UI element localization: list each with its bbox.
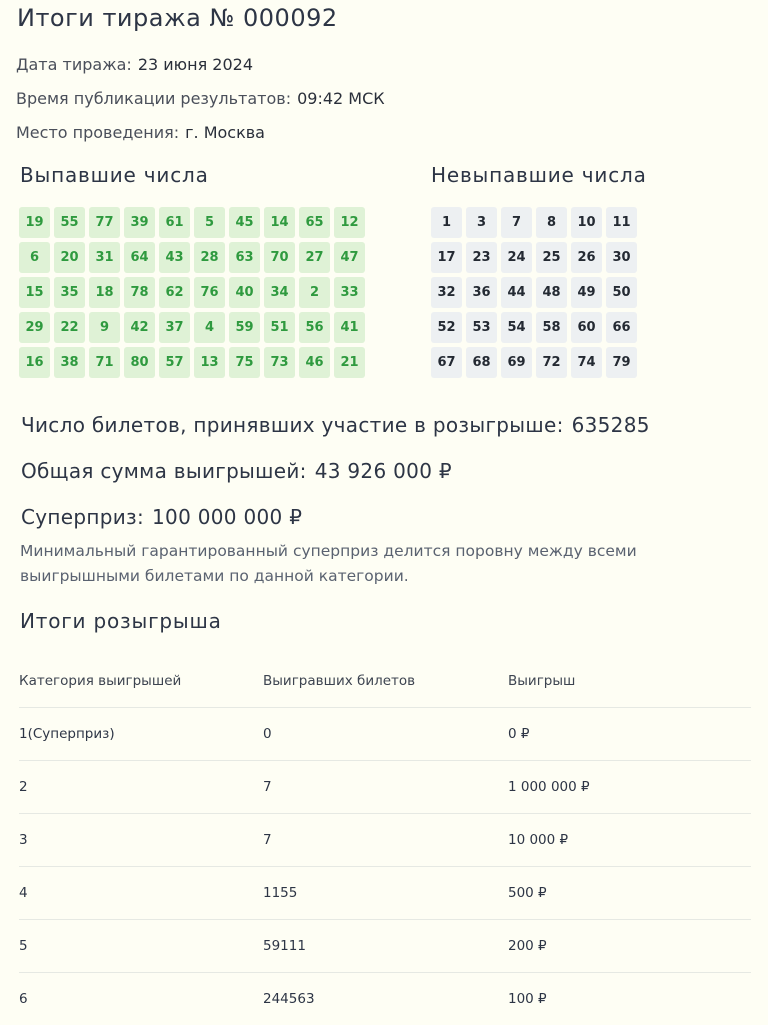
- number-ball: 34: [264, 277, 295, 308]
- number-ball: 72: [536, 347, 567, 378]
- total-winnings: [21, 459, 452, 483]
- number-ball: 54: [501, 312, 532, 343]
- number-ball: 50: [606, 277, 637, 308]
- superprize-label: Суперприз:: [21, 505, 144, 529]
- number-ball: 4: [194, 312, 225, 343]
- draw-date-value: 23 июня 2024: [138, 55, 253, 74]
- number-ball: 59: [229, 312, 260, 343]
- number-ball: 51: [264, 312, 295, 343]
- number-ball: 30: [606, 242, 637, 273]
- number-ball: 78: [124, 277, 155, 308]
- prize-cell: 10 000 ₽: [508, 814, 751, 867]
- number-ball: 36: [466, 277, 497, 308]
- column-header-prize: Выигрыш: [508, 655, 751, 708]
- number-ball: 38: [54, 347, 85, 378]
- number-ball: 10: [571, 207, 602, 238]
- page-title: Итоги тиража № 000092: [17, 4, 338, 32]
- prize-cell: 200 ₽: [508, 920, 751, 973]
- number-ball: 79: [606, 347, 637, 378]
- table-row: [19, 867, 751, 920]
- number-ball: 61: [159, 207, 190, 238]
- number-ball: 45: [229, 207, 260, 238]
- number-ball: 5: [194, 207, 225, 238]
- number-ball: 2: [299, 277, 330, 308]
- category-cell: 5: [19, 920, 263, 973]
- number-ball: 12: [334, 207, 365, 238]
- number-ball: 70: [264, 242, 295, 273]
- tickets-count-value: 635285: [572, 413, 650, 437]
- number-ball: 3: [466, 207, 497, 238]
- number-ball: 6: [19, 242, 50, 273]
- tickets-count: [21, 413, 650, 437]
- number-ball: 33: [334, 277, 365, 308]
- superprize-note: Минимальный гарантированный суперприз делится поровну между всеми выигрышными билетами по данной категории.: [20, 539, 740, 589]
- winners-cell: 1155: [263, 867, 508, 920]
- number-ball: 42: [124, 312, 155, 343]
- table-row: [19, 814, 751, 867]
- draw-date: [16, 55, 253, 74]
- category-cell: 6: [19, 973, 263, 1025]
- number-ball: 52: [431, 312, 462, 343]
- tickets-count-label: Число билетов, принявших участие в розыгрыше:: [21, 413, 564, 437]
- category-cell: 1(Суперприз): [19, 708, 263, 761]
- draw-date-label: Дата тиража:: [16, 55, 132, 74]
- number-ball: 26: [571, 242, 602, 273]
- winners-cell: 244563: [263, 973, 508, 1025]
- prize-cell: 100 ₽: [508, 973, 751, 1025]
- number-ball: 77: [89, 207, 120, 238]
- number-ball: 53: [466, 312, 497, 343]
- table-row: [19, 973, 751, 1025]
- undrawn-numbers-grid: [431, 207, 637, 378]
- number-ball: 17: [431, 242, 462, 273]
- number-ball: 41: [334, 312, 365, 343]
- winners-cell: 7: [263, 761, 508, 814]
- results-table: [19, 655, 751, 1025]
- number-ball: 27: [299, 242, 330, 273]
- number-ball: 46: [299, 347, 330, 378]
- number-ball: 80: [124, 347, 155, 378]
- table-row: [19, 761, 751, 814]
- number-ball: 76: [194, 277, 225, 308]
- number-ball: 19: [19, 207, 50, 238]
- table-row: [19, 920, 751, 973]
- number-ball: 69: [501, 347, 532, 378]
- total-winnings-label: Общая сумма выигрышей:: [21, 459, 307, 483]
- winners-cell: 0: [263, 708, 508, 761]
- number-ball: 32: [431, 277, 462, 308]
- number-ball: 75: [229, 347, 260, 378]
- winners-cell: 7: [263, 814, 508, 867]
- number-ball: 16: [19, 347, 50, 378]
- number-ball: 65: [299, 207, 330, 238]
- number-ball: 74: [571, 347, 602, 378]
- number-ball: 35: [54, 277, 85, 308]
- draw-place: [16, 123, 265, 142]
- number-ball: 62: [159, 277, 190, 308]
- drawn-numbers-title: Выпавшие числа: [20, 163, 209, 187]
- column-header-winners: Выигравших билетов: [263, 655, 508, 708]
- number-ball: 64: [124, 242, 155, 273]
- number-ball: 9: [89, 312, 120, 343]
- results-title: Итоги розыгрыша: [20, 609, 222, 633]
- number-ball: 14: [264, 207, 295, 238]
- column-header-category: Категория выигрышей: [19, 655, 263, 708]
- number-ball: 8: [536, 207, 567, 238]
- publish-time-value: 09:42 МСК: [297, 89, 385, 108]
- category-cell: 3: [19, 814, 263, 867]
- number-ball: 1: [431, 207, 462, 238]
- number-ball: 39: [124, 207, 155, 238]
- number-ball: 56: [299, 312, 330, 343]
- number-ball: 57: [159, 347, 190, 378]
- number-ball: 22: [54, 312, 85, 343]
- superprize: [21, 505, 302, 529]
- number-ball: 63: [229, 242, 260, 273]
- prize-cell: 1 000 000 ₽: [508, 761, 751, 814]
- category-cell: 2: [19, 761, 263, 814]
- number-ball: 25: [536, 242, 567, 273]
- number-ball: 43: [159, 242, 190, 273]
- number-ball: 73: [264, 347, 295, 378]
- results-header-row: [19, 655, 751, 708]
- number-ball: 48: [536, 277, 567, 308]
- publish-time: [16, 89, 385, 108]
- category-cell: 4: [19, 867, 263, 920]
- number-ball: 11: [606, 207, 637, 238]
- number-ball: 37: [159, 312, 190, 343]
- number-ball: 13: [194, 347, 225, 378]
- number-ball: 66: [606, 312, 637, 343]
- number-ball: 20: [54, 242, 85, 273]
- number-ball: 40: [229, 277, 260, 308]
- total-winnings-value: 43 926 000 ₽: [315, 459, 452, 483]
- prize-cell: 0 ₽: [508, 708, 751, 761]
- number-ball: 21: [334, 347, 365, 378]
- number-ball: 18: [89, 277, 120, 308]
- number-ball: 28: [194, 242, 225, 273]
- number-ball: 68: [466, 347, 497, 378]
- drawn-numbers-grid: [19, 207, 365, 378]
- table-row: [19, 708, 751, 761]
- number-ball: 29: [19, 312, 50, 343]
- number-ball: 31: [89, 242, 120, 273]
- number-ball: 47: [334, 242, 365, 273]
- number-ball: 55: [54, 207, 85, 238]
- number-ball: 60: [571, 312, 602, 343]
- number-ball: 71: [89, 347, 120, 378]
- number-ball: 49: [571, 277, 602, 308]
- draw-place-label: Место проведения:: [16, 123, 179, 142]
- number-ball: 44: [501, 277, 532, 308]
- number-ball: 15: [19, 277, 50, 308]
- draw-place-value: г. Москва: [185, 123, 265, 142]
- number-ball: 24: [501, 242, 532, 273]
- winners-cell: 59111: [263, 920, 508, 973]
- publish-time-label: Время публикации результатов:: [16, 89, 291, 108]
- number-ball: 67: [431, 347, 462, 378]
- number-ball: 58: [536, 312, 567, 343]
- superprize-value: 100 000 000 ₽: [152, 505, 302, 529]
- prize-cell: 500 ₽: [508, 867, 751, 920]
- undrawn-numbers-title: Невыпавшие числа: [431, 163, 647, 187]
- number-ball: 23: [466, 242, 497, 273]
- number-ball: 7: [501, 207, 532, 238]
